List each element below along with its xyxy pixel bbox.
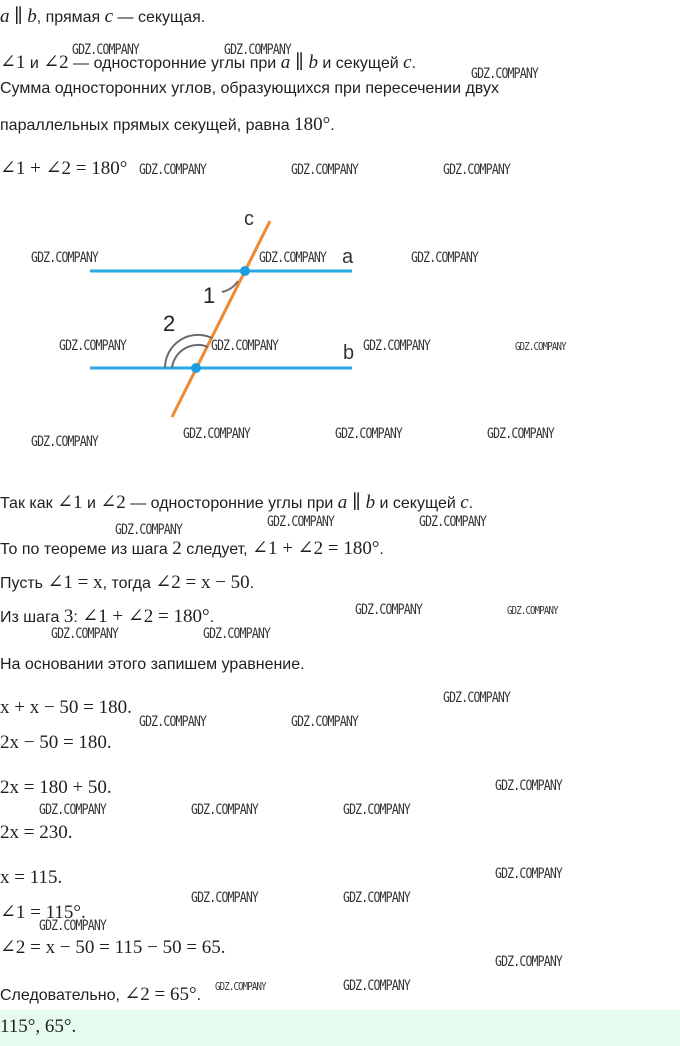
equation-1: x + x − 50 = 180. [0, 697, 132, 718]
equation-5: x = 115. [0, 867, 63, 888]
equation-7: ∠2 = x − 50 = 115 − 50 = 65. [0, 937, 226, 958]
label-1: 1 [203, 283, 216, 308]
var-a: a [0, 6, 10, 27]
parallel-symbol: ∥ [13, 6, 23, 27]
equation-6: ∠1 = 115°. [0, 902, 86, 923]
watermark: GDZ.COMPANY [72, 42, 140, 58]
watermark: GDZ.COMPANY [191, 802, 259, 818]
label-a: a [342, 246, 354, 268]
solution-step-2 [0, 538, 384, 561]
solution-step-5: На основании этого запишем уравнение. [0, 656, 305, 673]
intersection-a [240, 266, 250, 276]
formula: ∠2 = 65° [124, 984, 197, 1005]
statement-text: — односторонние углы при [68, 55, 281, 72]
var-a: a [280, 52, 291, 73]
dot: . [196, 987, 202, 1004]
text: следует, [181, 541, 253, 558]
equation-4: 2x = 230. [0, 822, 73, 843]
watermark: GDZ.COMPANY [139, 162, 207, 178]
watermark: GDZ.COMPANY [291, 714, 359, 730]
var-c: c [460, 492, 469, 513]
watermark: GDZ.COMPANY [51, 626, 119, 642]
conj: и [25, 55, 44, 72]
watermark: GDZ.COMPANY [39, 802, 107, 818]
solution-step-1 [0, 492, 473, 515]
watermark: GDZ.COMPANY [343, 802, 411, 818]
label-2: 2 [163, 311, 176, 336]
var-c: c [104, 6, 114, 27]
dot: . [411, 55, 417, 72]
var-b: b [27, 6, 37, 27]
watermark: GDZ.COMPANY [31, 250, 99, 266]
watermark: GDZ.COMPANY [39, 918, 107, 934]
equation-2: 2x − 50 = 180. [0, 732, 112, 753]
formula: ∠2 = x − 50 [155, 572, 250, 593]
watermark: GDZ.COMPANY [115, 522, 183, 538]
formula: ∠1 + ∠2 = 180° [252, 538, 380, 559]
intersection-b [191, 363, 201, 373]
secant-c [172, 221, 270, 417]
formula-sum: ∠1 + ∠2 = 180° [0, 158, 128, 179]
watermark: GDZ.COMPANY [291, 162, 359, 178]
parallel-symbol: ∥ [290, 52, 309, 73]
angle-2: ∠2 [100, 492, 126, 513]
watermark: GDZ.COMPANY [31, 434, 99, 450]
answer-text: 115°, 65°. [0, 1016, 77, 1037]
var-b: b [308, 52, 318, 73]
watermark: GDZ.COMPANY [59, 338, 127, 354]
watermark: GDZ.COMPANY [495, 778, 563, 794]
answer-box [0, 1010, 680, 1046]
parallel-symbol: ∥ [347, 492, 366, 513]
statement-line [0, 52, 416, 75]
watermark: GDZ.COMPANY [419, 514, 487, 530]
text: Пусть [0, 575, 48, 592]
watermark: GDZ.COMPANY [471, 66, 539, 82]
given-line [0, 6, 205, 29]
watermark: GDZ.COMPANY [363, 338, 431, 354]
var-a: a [337, 492, 348, 513]
watermark: GDZ.COMPANY [139, 714, 207, 730]
text: — односторонние углы при [125, 495, 338, 512]
text: То по теореме из шага [0, 541, 173, 558]
watermark: GDZ.COMPANY [443, 690, 511, 706]
watermark: GDZ.COMPANY [335, 426, 403, 442]
watermark: GDZ.COMPANY [224, 42, 292, 58]
var-b: b [365, 492, 376, 513]
step-number: 3 [63, 606, 74, 627]
dot: . [379, 541, 384, 558]
text: : [73, 609, 83, 626]
watermark: GDZ.COMPANY [267, 514, 335, 530]
label-b: b [343, 342, 355, 364]
watermark: GDZ.COMPANY [191, 890, 259, 906]
theorem-text: параллельных прямых секущей, равна [0, 117, 295, 134]
watermark: GDZ.COMPANY [211, 338, 279, 354]
given-text1: , прямая [36, 9, 105, 26]
label-c: c [244, 208, 254, 230]
statement-text2: и секущей [317, 55, 404, 72]
theorem-line-1: Сумма односторонних углов, образующихся при пересечении двух [0, 80, 499, 97]
watermark: GDZ.COMPANY [515, 340, 566, 353]
conclusion-line [0, 984, 201, 1007]
solution-step-3 [0, 572, 254, 595]
dot: . [249, 575, 255, 592]
watermark: GDZ.COMPANY [343, 890, 411, 906]
watermark: GDZ.COMPANY [259, 250, 327, 266]
formula: ∠1 = x [47, 572, 103, 593]
formula: ∠1 + ∠2 = 180° [82, 606, 210, 627]
watermark: GDZ.COMPANY [411, 250, 479, 266]
angle-2: ∠2 [43, 52, 69, 73]
watermark: GDZ.COMPANY [487, 426, 555, 442]
watermark: GDZ.COMPANY [495, 954, 563, 970]
angle-1: ∠1 [57, 492, 83, 513]
theorem-line-2 [0, 114, 335, 137]
watermark: GDZ.COMPANY [443, 162, 511, 178]
dot: . [330, 117, 335, 134]
angle-1: ∠1 [0, 52, 26, 73]
theorem-value: 180° [294, 114, 331, 135]
dot: . [468, 495, 474, 512]
given-text2: — секущая. [113, 9, 206, 26]
text: и секущей [375, 495, 461, 512]
watermark: GDZ.COMPANY [507, 604, 558, 617]
watermark: GDZ.COMPANY [183, 426, 251, 442]
text: Следовательно, [0, 987, 125, 1004]
dot: . [209, 609, 215, 626]
text: Так как [0, 495, 58, 512]
text: Из шага [0, 609, 64, 626]
parallel-lines-diagram [0, 195, 680, 455]
watermark: GDZ.COMPANY [203, 626, 271, 642]
equation-3: 2x = 180 + 50. [0, 777, 112, 798]
step-number: 2 [172, 538, 182, 559]
conj: и [82, 495, 101, 512]
text: , тогда [102, 575, 156, 592]
var-c: c [403, 52, 412, 73]
watermark: GDZ.COMPANY [343, 978, 411, 994]
watermark: GDZ.COMPANY [215, 980, 266, 993]
watermark: GDZ.COMPANY [355, 602, 423, 618]
watermark: GDZ.COMPANY [495, 866, 563, 882]
